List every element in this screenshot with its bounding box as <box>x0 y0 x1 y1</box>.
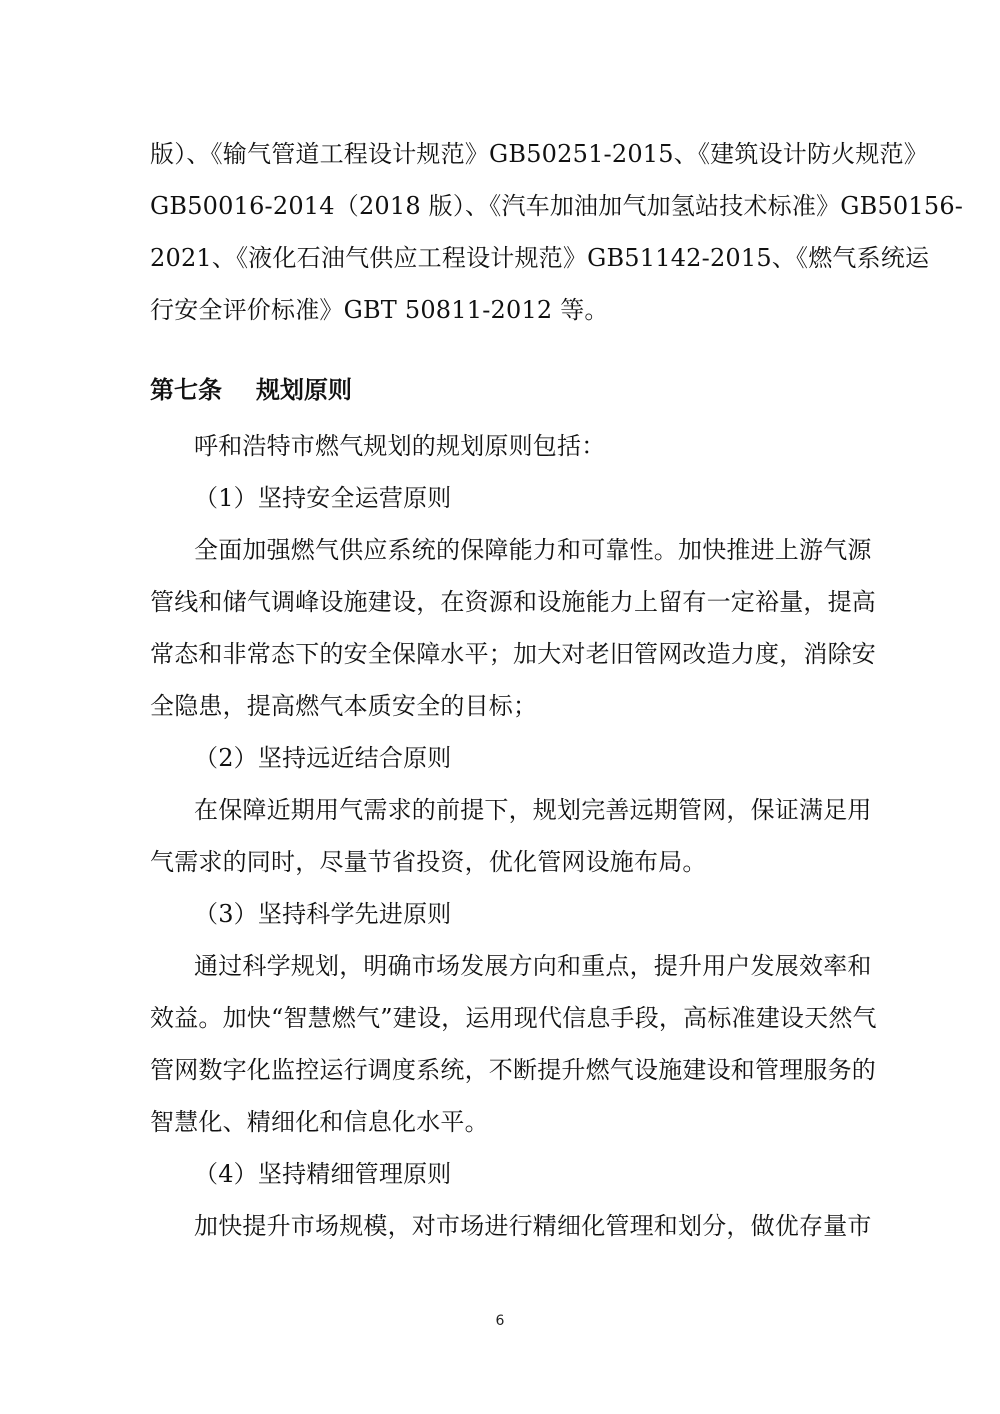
paragraph-line: 全面加强燃气供应系统的保障能力和可靠性。加快推进上游气源 <box>194 536 872 564</box>
paragraph-line: 加快提升市场规模，对市场进行精细化管理和划分，做优存量市 <box>194 1212 872 1240</box>
paragraph-line: 行安全评价标准》GBT 50811-2012 等。 <box>150 296 609 324</box>
section-number: 第七条 <box>150 375 222 404</box>
paragraph-line: 效益。加快“智慧燃气”建设，运用现代信息手段，高标准建设天然气 <box>150 1004 877 1032</box>
section-title: 规划原则 <box>256 375 352 404</box>
principle-1 <box>150 472 876 732</box>
section-heading <box>150 364 850 416</box>
principle-heading: （4）坚持精细管理原则 <box>194 1160 452 1188</box>
paragraph-line: 版）、《输气管道工程设计规范》GB50251-2015、《建筑设计防火规范》 <box>150 140 928 168</box>
principle-4 <box>150 1148 872 1252</box>
top-paragraph <box>150 128 964 336</box>
paragraph-line: GB50016-2014（2018 版）、《汽车加油加气加氢站技术标准》GB50156- <box>150 192 964 220</box>
paragraph-line: 管网数字化监控运行调度系统，不断提升燃气设施建设和管理服务的 <box>150 1056 876 1084</box>
principle-3 <box>150 888 877 1148</box>
paragraph-line: 气需求的同时，尽量节省投资，优化管网设施布局。 <box>150 848 707 876</box>
page-number: 6 <box>495 1313 505 1329</box>
principle-heading: （3）坚持科学先进原则 <box>194 900 452 928</box>
page-content <box>150 128 964 1252</box>
paragraph-line: 2021、《液化石油气供应工程设计规范》GB51142-2015、《燃气系统运 <box>150 244 930 272</box>
paragraph-line: 常态和非常态下的安全保障水平；加大对老旧管网改造力度，消除安 <box>150 640 876 668</box>
paragraph-line: 在保障近期用气需求的前提下，规划完善远期管网，保证满足用 <box>194 796 872 824</box>
principle-heading: （2）坚持远近结合原则 <box>194 744 452 772</box>
principle-2 <box>150 732 872 888</box>
paragraph-line: 通过科学规划，明确市场发展方向和重点，提升用户发展效率和 <box>194 952 872 980</box>
section-gap <box>150 336 850 364</box>
paragraph-line: 管线和储气调峰设施建设，在资源和设施能力上留有一定裕量，提高 <box>150 588 876 616</box>
principle-heading: （1）坚持安全运营原则 <box>194 484 452 512</box>
paragraph-line: 智慧化、精细化和信息化水平。 <box>150 1108 489 1136</box>
section-intro: 呼和浩特市燃气规划的规划原则包括： <box>194 432 606 460</box>
paragraph-line: 全隐患，提高燃气本质安全的目标； <box>150 692 538 720</box>
